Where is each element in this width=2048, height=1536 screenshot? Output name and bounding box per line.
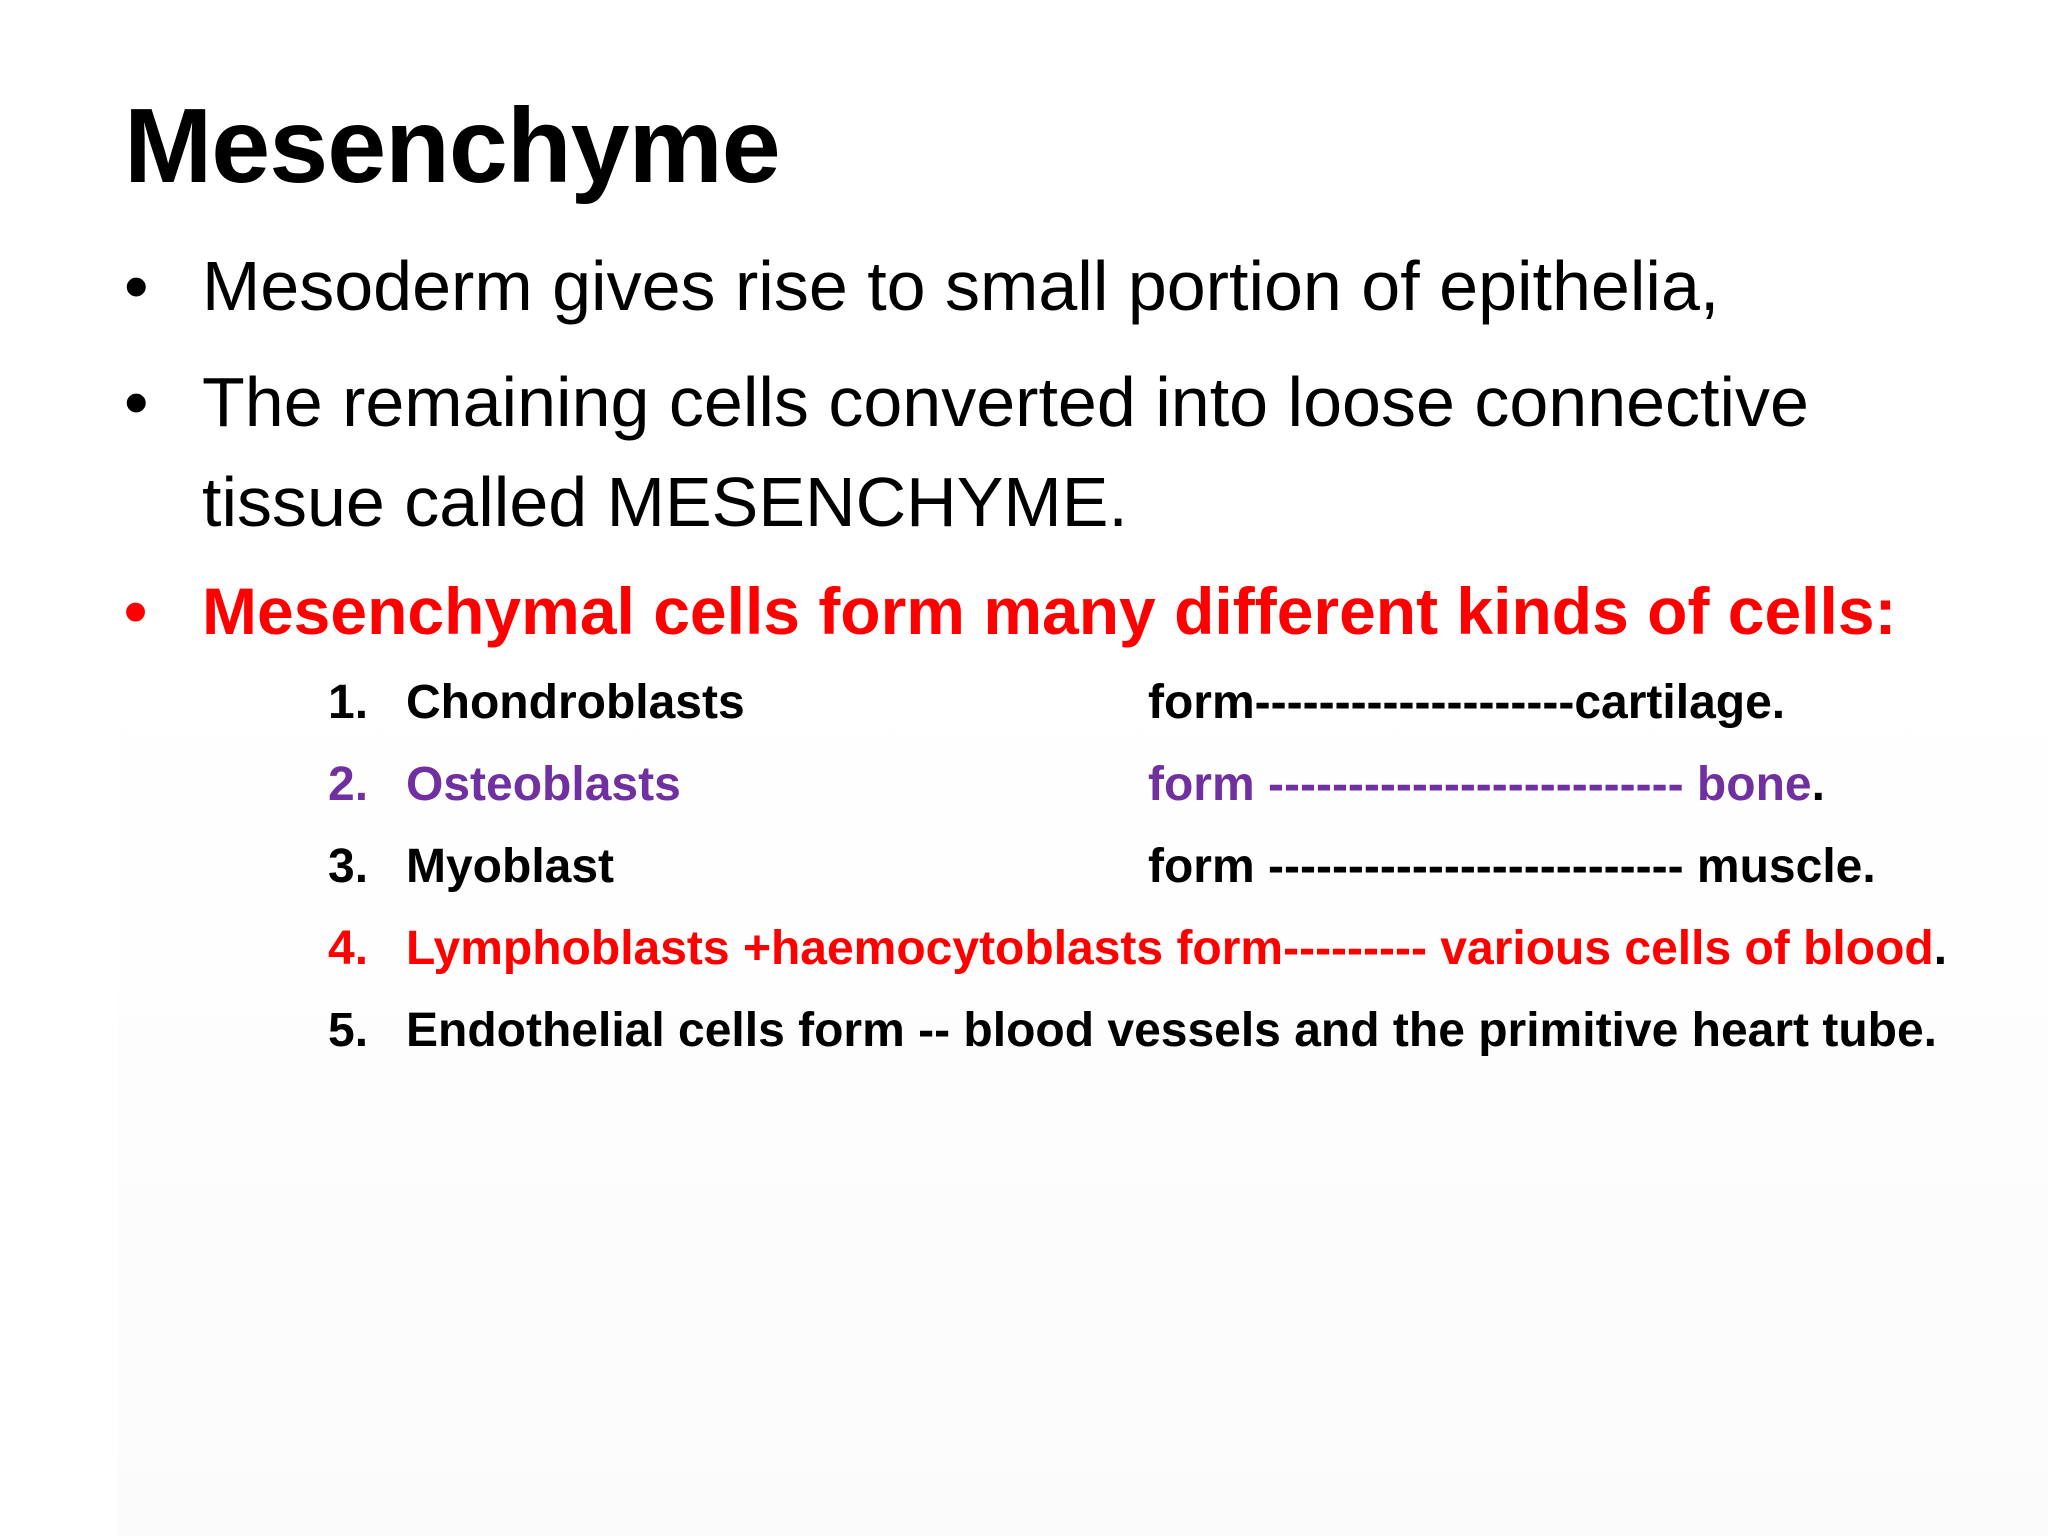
list-item — [328, 908, 2028, 990]
bullet-marker: • — [124, 363, 149, 441]
list-item — [328, 744, 2028, 826]
cell-product-text: form -------------------------- bone — [1148, 758, 1812, 811]
list-item — [328, 662, 2028, 744]
list-number: 3. — [328, 840, 369, 893]
slide-title: Mesenchyme — [124, 87, 780, 205]
cell-types-list — [328, 662, 2028, 1072]
bullet-text: Mesenchymal cells form many different kinds of cells: — [202, 574, 1897, 648]
list-item — [328, 826, 2028, 908]
cell-description-end: . — [1933, 922, 1948, 975]
list-number: 1. — [328, 676, 369, 729]
cell-product-end: . — [1811, 758, 1825, 811]
cell-description: Endothelial cells form -- blood vessels and the primitive heart tube. — [406, 1004, 1937, 1057]
cell-description — [406, 908, 1947, 990]
bullet-list — [124, 236, 2024, 672]
list-number: 5. — [328, 1004, 369, 1057]
list-number: 2. — [328, 758, 369, 811]
cell-name: Osteoblasts — [406, 758, 681, 811]
bullet-item-highlighted — [124, 566, 2024, 656]
bullet-text-line-1: The remaining cells converted into loose connective — [202, 363, 1809, 441]
bullet-text: Mesoderm gives rise to small portion of epithelia, — [202, 247, 1720, 325]
cell-product: form--------------------cartilage. — [1148, 676, 1786, 729]
cell-name: Chondroblasts — [406, 676, 745, 729]
list-item — [328, 990, 2028, 1072]
cell-name: Myoblast — [406, 840, 615, 893]
list-number: 4. — [328, 922, 369, 975]
bullet-item — [124, 352, 2024, 552]
bullet-marker: • — [124, 247, 149, 325]
bullet-item — [124, 236, 2024, 336]
cell-product: form -------------------------- muscle. — [1148, 840, 1876, 893]
bullet-marker: • — [124, 574, 148, 648]
cell-description-text: Lymphoblasts +haemocytoblasts form--------- various cells of blood — [406, 922, 1934, 975]
bullet-text-line-2: tissue called MESENCHYME. — [202, 463, 1128, 541]
cell-product — [1148, 744, 1825, 826]
